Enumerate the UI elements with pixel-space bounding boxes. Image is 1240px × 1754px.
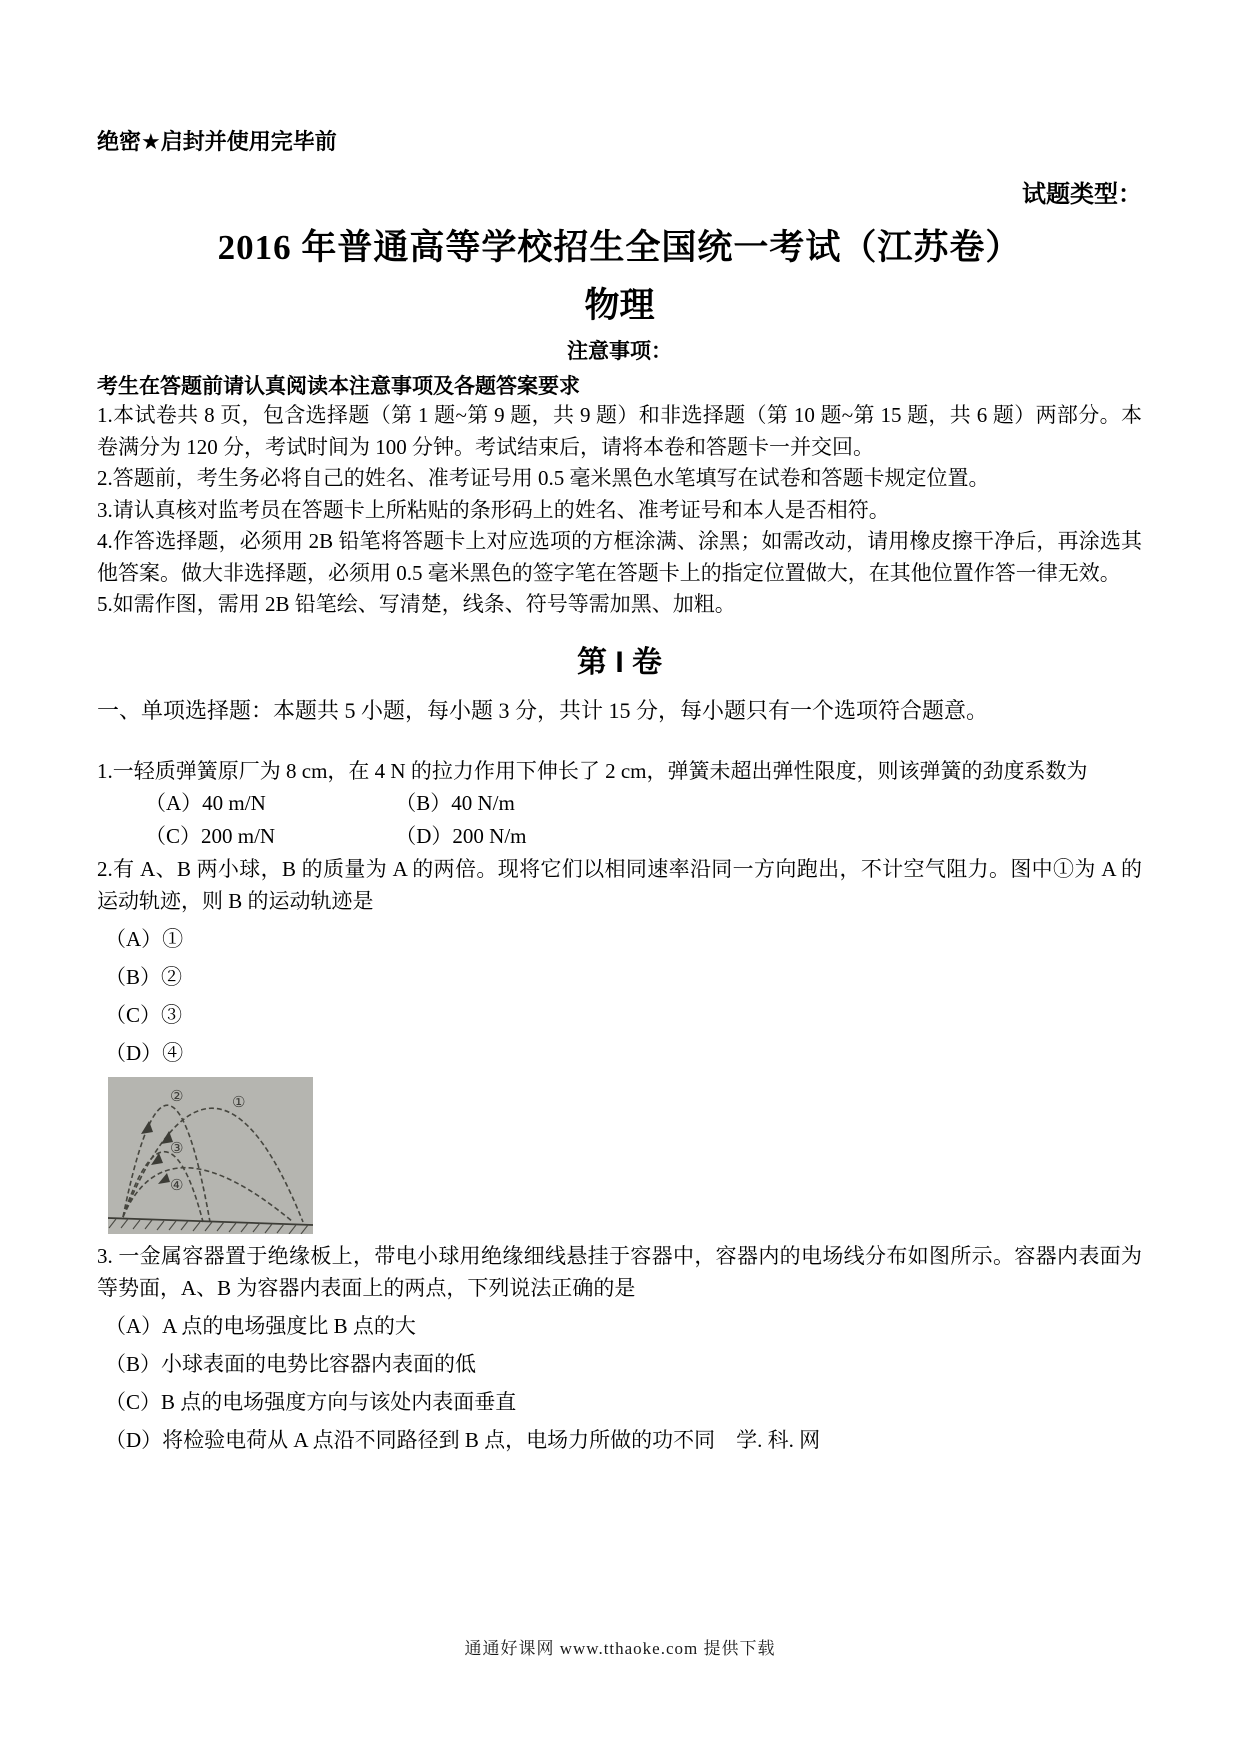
section-1-heading: 第 I 卷 — [576, 645, 662, 679]
question-1-option-a: （A）40 m/N — [145, 790, 266, 815]
question-2-option-b: （B）② — [105, 964, 183, 989]
question-1-option-c: （C）200 m/N — [145, 823, 276, 848]
exam-title: 2016 年普通高等学校招生全国统一考试（江苏卷） — [217, 228, 1022, 267]
question-1-options-row-2 — [145, 820, 1142, 853]
question-1-option-d: （D）200 N/m — [395, 823, 527, 848]
notice-item-2: 2.答题前，考生务必将自己的姓名、准考证号用 0.5 毫米黑色水笔填写在试卷和答题卡规定位置。 — [97, 466, 990, 490]
page-content — [97, 0, 1142, 1456]
paper-type-label: 试题类型： — [1022, 181, 1142, 208]
question-3-option-b: （B）小球表面的电势比容器内表面的低 — [105, 1351, 477, 1376]
question-2-option-c: （C）③ — [105, 1002, 183, 1027]
question-3-option-a: （A）A 点的电场强度比 B 点的大 — [105, 1313, 416, 1338]
classification-banner: 绝密★启封并使用完毕前 — [97, 129, 337, 154]
trajectory-figure-svg — [108, 1077, 313, 1234]
question-3-option-c: （C）B 点的电场强度方向与该处内表面垂直 — [105, 1389, 517, 1414]
trajectory-2-label: ② — [170, 1086, 184, 1105]
trajectory-figure — [108, 1077, 313, 1234]
trajectory-1-label: ① — [232, 1092, 246, 1111]
notice-item-5: 5.如需作图，需用 2B 铅笔绘、写清楚，线条、符号等需加黑、加粗。 — [97, 592, 736, 616]
question-1-text: 1.一轻质弹簧原厂为 8 cm，在 4 N 的拉力作用下伸长了 2 cm，弹簧未超出弹性限度，则该弹簧的劲度系数为 — [97, 758, 1088, 783]
question-2-option-a: （A）① — [105, 926, 184, 951]
question-3-option-d: （D）将检验电荷从 A 点沿不同路径到 B 点，电场力所做的功不同 学. 科. 网 — [105, 1427, 821, 1452]
notice-subheading: 考生在答题前请认真阅读本注意事项及各题答案要求 — [97, 375, 580, 398]
download-site-footer: 通通好课网 www.tthaoke.com 提供下载 — [464, 1639, 776, 1658]
notice-item-4: 4.作答选择题，必须用 2B 铅笔将答题卡上对应选项的方框涂满、涂黑；如需改动，请用橡皮擦干净后，再涂选其他答案。做大非选择题，必须用 0.5 毫米黑色的签字笔在答题卡上的指定位置做大，在其他位置作答一律无效。 — [97, 529, 1142, 585]
trajectory-4-label: ④ — [170, 1175, 184, 1194]
question-1-option-b: （B）40 N/m — [395, 790, 515, 815]
notice-heading: 注意事项： — [567, 340, 672, 363]
question-1-options-row-1 — [145, 787, 1142, 820]
question-3-text: 3. 一金属容器置于绝缘板上，带电小球用绝缘细线悬挂于容器中，容器内的电场线分布如图所示。容器内表面为等势面，A、B 为容器内表面上的两点，下列说法正确的是 — [97, 1243, 1142, 1300]
question-2-text: 2.有 A、B 两小球，B 的质量为 A 的两倍。现将它们以相同速率沿同一方向跑出，不计空气阻力。图中①为 A 的运动轨迹，则 B 的运动轨迹是 — [97, 856, 1142, 913]
trajectory-2-path — [123, 1105, 210, 1222]
question-2-option-d: （D）④ — [105, 1040, 184, 1065]
notice-item-1: 1.本试卷共 8 页，包含选择题（第 1 题~第 9 题，共 9 题）和非选择题（第 10 题~第 15 题，共 6 题）两部分。本卷满分为 120 分，考试时间为 100 分钟。考试结束后，请将本卷和答题卡一并交回。 — [97, 403, 1142, 459]
section-1-intro: 一、单项选择题：本题共 5 小题，每小题 3 分，共计 15 分，每小题只有一个选项符合题意。 — [97, 697, 989, 723]
trajectory-3-path — [123, 1151, 203, 1221]
notice-item-3: 3.请认真核对监考员在答题卡上所粘贴的条形码上的姓名、准考证号和本人是否相符。 — [97, 497, 890, 522]
subject-title: 物理 — [584, 286, 655, 325]
trajectory-3-label: ③ — [170, 1138, 184, 1157]
